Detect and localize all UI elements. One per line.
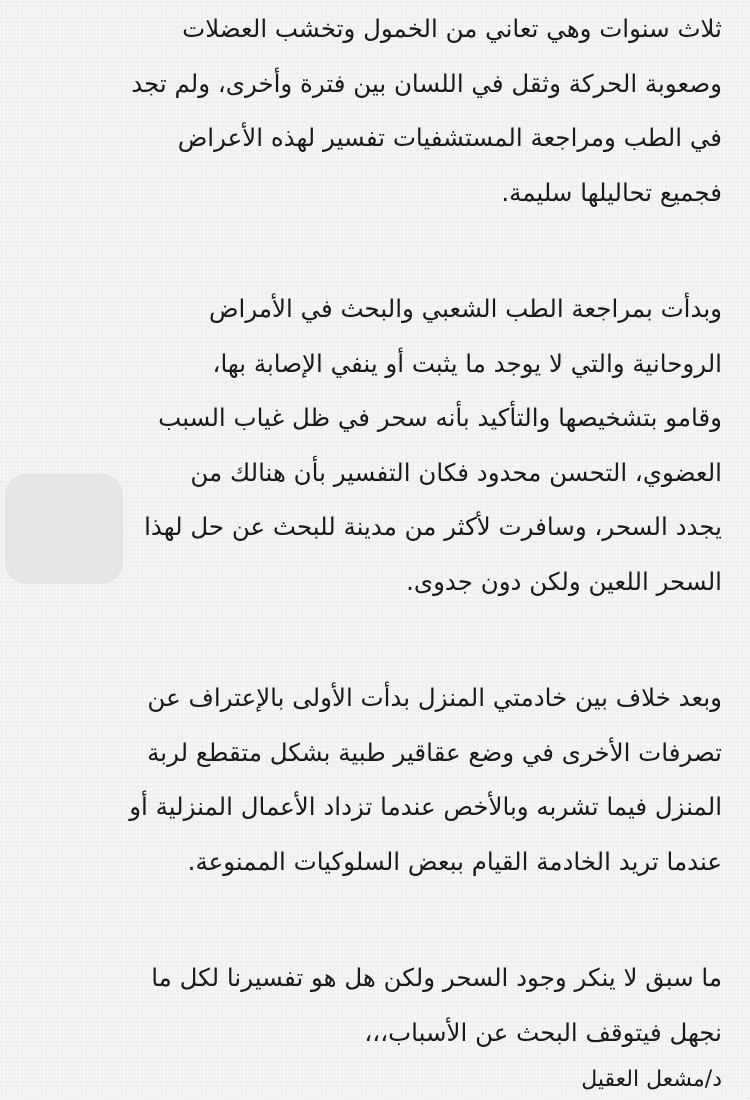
text-line: فجميع تحاليلها سليمة. bbox=[501, 177, 722, 207]
paragraph-1 bbox=[22, 2, 722, 220]
text-line: وصعوبة الحركة وثقل في اللسان بين فترة وأخرى، ولم تجد bbox=[131, 68, 722, 98]
text-line: نجهل فيتوقف البحث عن الأسباب،،، bbox=[364, 1017, 722, 1047]
paragraph-4 bbox=[22, 951, 722, 1100]
text-line: وبعد خلاف بين خادمتي المنزل بدأت الأولى بالإعتراف عن bbox=[147, 683, 722, 712]
text-line: في الطب ومراجعة المستشفيات تفسير لهذه الأعراض bbox=[177, 123, 722, 152]
text-line: ثلاث سنوات وهي تعاني من الخمول وتخشب العضلات bbox=[182, 14, 722, 43]
text-line: وقامو بتشخيصها والتأكيد بأنه سحر في ظل غياب السبب bbox=[158, 403, 722, 432]
text-line: العضوي، التحسن محدود فكان التفسير بأن هنالك من bbox=[190, 457, 722, 487]
text-line: الروحانية والتي لا يوجد ما يثبت أو ينفي الإصابة بها، bbox=[212, 348, 722, 378]
paragraph-2 bbox=[22, 282, 722, 609]
note-body bbox=[22, 2, 722, 1100]
author-signature: د/مشعل العقيل bbox=[581, 1067, 722, 1092]
text-line: يجدد السحر، وسافرت لأكثر من مدينة للبحث عن حل لهذا bbox=[144, 512, 722, 541]
text-line: السحر اللعين ولكن دون جدوى. bbox=[406, 566, 722, 596]
text-line: وبدأت بمراجعة الطب الشعبي والبحث في الأمراض bbox=[208, 294, 722, 323]
text-line: المنزل فيما تشربه وبالأخص عندما تزداد الأعمال المنزلية أو bbox=[129, 792, 722, 821]
assistive-touch-button[interactable] bbox=[5, 474, 123, 584]
text-line: عندما تريد الخادمة القيام ببعض السلوكيات الممنوعة. bbox=[187, 846, 722, 876]
text-line: ما سبق لا ينكر وجود السحر ولكن هل هو تفسيرنا لكل ما bbox=[151, 963, 722, 992]
text-line: تصرفات الأخرى في وضع عقاقير طبية بشكل متقطع لربة bbox=[147, 737, 722, 767]
paragraph-3 bbox=[22, 671, 722, 889]
